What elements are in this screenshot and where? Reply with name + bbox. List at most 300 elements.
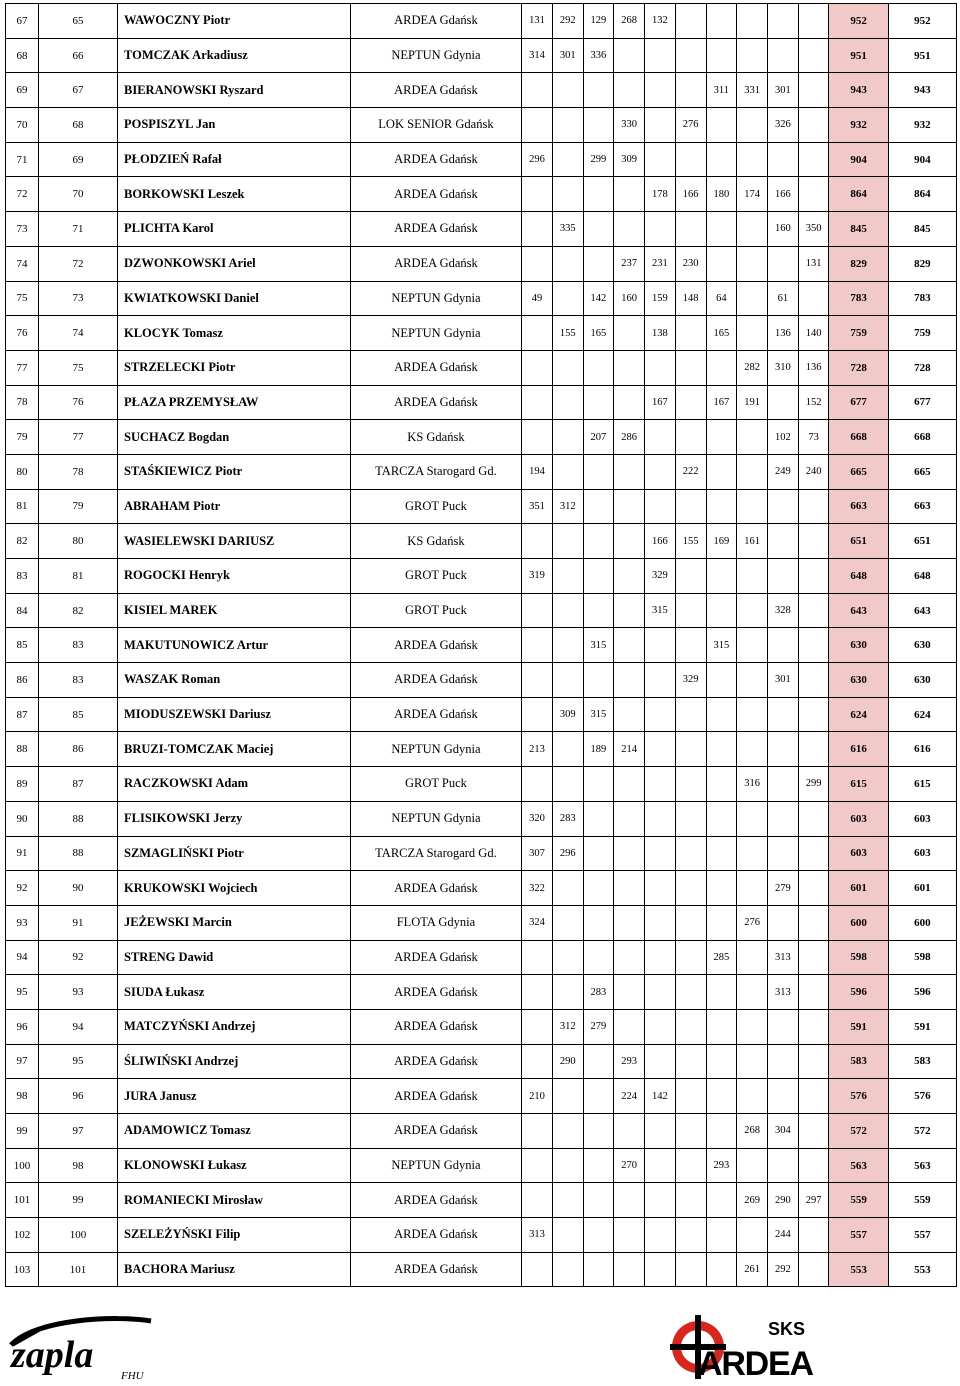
score-cell: 138 <box>645 316 676 351</box>
number-cell: 68 <box>38 108 117 143</box>
score-cell <box>645 767 676 802</box>
name-cell: BORKOWSKI Leszek <box>118 177 351 212</box>
table-row <box>6 628 957 663</box>
rank-cell: 98 <box>6 1079 39 1114</box>
score-cell <box>798 905 829 940</box>
score-cell <box>552 108 583 143</box>
score-cell <box>614 767 645 802</box>
score-cell <box>767 559 798 594</box>
score-cell <box>737 628 768 663</box>
score-cell: 155 <box>552 316 583 351</box>
score-cell <box>645 732 676 767</box>
score-cell <box>552 73 583 108</box>
score-cell <box>706 420 737 455</box>
score-cell: 194 <box>522 454 553 489</box>
table-row <box>6 1009 957 1044</box>
score-cell <box>583 801 614 836</box>
score-cell <box>614 454 645 489</box>
score-cell <box>522 246 553 281</box>
name-cell: DZWONKOWSKI Ariel <box>118 246 351 281</box>
name-cell: RACZKOWSKI Adam <box>118 767 351 802</box>
name-cell: TOMCZAK Arkadiusz <box>118 38 351 73</box>
score-cell <box>675 1252 706 1287</box>
number-cell: 95 <box>38 1044 117 1079</box>
total-cell: 648 <box>888 559 956 594</box>
score-cell <box>706 1009 737 1044</box>
table-row <box>6 593 957 628</box>
score-cell <box>737 940 768 975</box>
number-cell: 91 <box>38 905 117 940</box>
ardea-logo-text: ARDEA <box>698 1345 814 1381</box>
score-cell <box>552 1079 583 1114</box>
sum-cell: 651 <box>829 524 888 559</box>
score-cell <box>675 73 706 108</box>
score-cell <box>583 1079 614 1114</box>
score-cell <box>737 697 768 732</box>
number-cell: 101 <box>38 1252 117 1287</box>
number-cell: 87 <box>38 767 117 802</box>
score-cell: 231 <box>645 246 676 281</box>
number-cell: 70 <box>38 177 117 212</box>
score-cell <box>645 1252 676 1287</box>
score-cell: 292 <box>767 1252 798 1287</box>
score-cell <box>614 212 645 247</box>
score-cell: 316 <box>737 767 768 802</box>
rank-cell: 93 <box>6 905 39 940</box>
score-cell <box>706 767 737 802</box>
score-cell: 315 <box>645 593 676 628</box>
number-cell: 99 <box>38 1183 117 1218</box>
score-cell <box>737 4 768 39</box>
sum-cell: 591 <box>829 1009 888 1044</box>
table-row <box>6 801 957 836</box>
score-cell <box>583 940 614 975</box>
sum-cell: 932 <box>829 108 888 143</box>
club-cell: ARDEA Gdańsk <box>350 871 521 906</box>
score-cell <box>798 1114 829 1149</box>
table-row <box>6 1079 957 1114</box>
sum-cell: 596 <box>829 975 888 1010</box>
score-cell <box>614 975 645 1010</box>
table-row <box>6 38 957 73</box>
total-cell: 600 <box>888 905 956 940</box>
score-cell <box>675 420 706 455</box>
name-cell: STRZELECKI Piotr <box>118 350 351 385</box>
number-cell: 82 <box>38 593 117 628</box>
score-cell <box>767 524 798 559</box>
score-cell: 214 <box>614 732 645 767</box>
score-cell <box>706 871 737 906</box>
score-cell <box>583 1114 614 1149</box>
number-cell: 97 <box>38 1114 117 1149</box>
score-cell: 322 <box>522 871 553 906</box>
score-cell <box>614 1218 645 1253</box>
score-cell <box>583 246 614 281</box>
score-cell <box>645 142 676 177</box>
score-cell <box>522 663 553 698</box>
number-cell: 78 <box>38 454 117 489</box>
score-cell <box>552 454 583 489</box>
name-cell: MIODUSZEWSKI Dariusz <box>118 697 351 732</box>
score-cell: 335 <box>552 212 583 247</box>
sum-cell: 615 <box>829 767 888 802</box>
total-cell: 668 <box>888 420 956 455</box>
score-cell: 160 <box>614 281 645 316</box>
score-cell <box>767 801 798 836</box>
score-cell: 61 <box>767 281 798 316</box>
total-cell: 630 <box>888 628 956 663</box>
score-cell <box>798 1252 829 1287</box>
score-cell <box>675 767 706 802</box>
total-cell: 864 <box>888 177 956 212</box>
score-cell <box>552 350 583 385</box>
score-cell <box>675 732 706 767</box>
score-cell <box>798 593 829 628</box>
score-cell <box>614 628 645 663</box>
score-cell: 230 <box>675 246 706 281</box>
score-cell: 268 <box>614 4 645 39</box>
score-cell <box>522 108 553 143</box>
score-cell <box>522 940 553 975</box>
club-cell: GROT Puck <box>350 593 521 628</box>
score-cell <box>737 1079 768 1114</box>
score-cell <box>522 177 553 212</box>
table-row <box>6 177 957 212</box>
score-cell <box>767 767 798 802</box>
score-cell: 152 <box>798 385 829 420</box>
table-row <box>6 420 957 455</box>
score-cell: 165 <box>583 316 614 351</box>
score-cell: 191 <box>737 385 768 420</box>
score-cell <box>645 489 676 524</box>
number-cell: 66 <box>38 38 117 73</box>
rank-cell: 73 <box>6 212 39 247</box>
name-cell: KISIEL MAREK <box>118 593 351 628</box>
score-cell <box>767 142 798 177</box>
score-cell <box>552 246 583 281</box>
table-row <box>6 767 957 802</box>
score-cell <box>737 454 768 489</box>
score-cell: 309 <box>614 142 645 177</box>
score-cell <box>522 1044 553 1079</box>
score-cell <box>583 524 614 559</box>
score-cell <box>552 177 583 212</box>
club-cell: ARDEA Gdańsk <box>350 628 521 663</box>
club-cell: ARDEA Gdańsk <box>350 940 521 975</box>
name-cell: SZELEŻYŃSKI Filip <box>118 1218 351 1253</box>
sum-cell: 598 <box>829 940 888 975</box>
score-cell <box>583 1148 614 1183</box>
score-cell <box>737 801 768 836</box>
number-cell: 100 <box>38 1218 117 1253</box>
total-cell: 598 <box>888 940 956 975</box>
total-cell: 583 <box>888 1044 956 1079</box>
table-row <box>6 108 957 143</box>
sum-cell: 630 <box>829 628 888 663</box>
name-cell: ABRAHAM Piotr <box>118 489 351 524</box>
score-cell: 136 <box>767 316 798 351</box>
club-cell: TARCZA Starogard Gd. <box>350 836 521 871</box>
club-cell: ARDEA Gdańsk <box>350 177 521 212</box>
rank-cell: 85 <box>6 628 39 663</box>
table-row <box>6 246 957 281</box>
score-cell <box>737 663 768 698</box>
table-row <box>6 1114 957 1149</box>
table-row <box>6 1044 957 1079</box>
rank-cell: 88 <box>6 732 39 767</box>
score-cell <box>522 1183 553 1218</box>
score-cell <box>675 350 706 385</box>
score-cell <box>737 142 768 177</box>
score-cell <box>675 4 706 39</box>
score-cell <box>767 905 798 940</box>
score-cell <box>583 489 614 524</box>
score-cell: 290 <box>552 1044 583 1079</box>
score-cell: 309 <box>552 697 583 732</box>
score-cell <box>645 454 676 489</box>
score-cell <box>614 593 645 628</box>
name-cell: BRUZI-TOMCZAK Maciej <box>118 732 351 767</box>
score-cell <box>614 905 645 940</box>
score-cell: 301 <box>552 38 583 73</box>
score-cell <box>798 940 829 975</box>
score-cell <box>614 801 645 836</box>
score-cell <box>675 489 706 524</box>
score-cell <box>737 593 768 628</box>
score-cell <box>706 1218 737 1253</box>
score-cell <box>583 385 614 420</box>
club-cell: ARDEA Gdańsk <box>350 1044 521 1079</box>
sum-cell: 603 <box>829 801 888 836</box>
score-cell <box>583 871 614 906</box>
score-cell: 142 <box>583 281 614 316</box>
total-cell: 952 <box>888 4 956 39</box>
name-cell: JEŻEWSKI Marcin <box>118 905 351 940</box>
score-cell: 244 <box>767 1218 798 1253</box>
total-cell: 651 <box>888 524 956 559</box>
total-cell: 845 <box>888 212 956 247</box>
score-cell <box>767 4 798 39</box>
total-cell: 624 <box>888 697 956 732</box>
number-cell: 75 <box>38 350 117 385</box>
number-cell: 94 <box>38 1009 117 1044</box>
score-cell: 296 <box>522 142 553 177</box>
score-cell <box>706 454 737 489</box>
score-cell <box>552 142 583 177</box>
name-cell: WASIELEWSKI DARIUSZ <box>118 524 351 559</box>
score-cell <box>767 385 798 420</box>
club-cell: ARDEA Gdańsk <box>350 1114 521 1149</box>
score-cell <box>522 1148 553 1183</box>
zapla-logo-icon <box>5 1315 155 1381</box>
table-row <box>6 940 957 975</box>
score-cell <box>737 1009 768 1044</box>
number-cell: 90 <box>38 871 117 906</box>
club-cell: ARDEA Gdańsk <box>350 1079 521 1114</box>
score-cell <box>798 177 829 212</box>
rank-cell: 69 <box>6 73 39 108</box>
score-cell: 307 <box>522 836 553 871</box>
total-cell: 643 <box>888 593 956 628</box>
sum-cell: 563 <box>829 1148 888 1183</box>
score-cell <box>798 663 829 698</box>
rank-cell: 92 <box>6 871 39 906</box>
score-cell <box>706 836 737 871</box>
score-cell: 312 <box>552 1009 583 1044</box>
number-cell: 72 <box>38 246 117 281</box>
score-cell <box>675 142 706 177</box>
score-cell: 270 <box>614 1148 645 1183</box>
score-cell <box>552 1218 583 1253</box>
club-cell: ARDEA Gdańsk <box>350 663 521 698</box>
score-cell <box>614 1009 645 1044</box>
score-cell <box>522 350 553 385</box>
score-cell <box>798 871 829 906</box>
score-cell <box>675 1183 706 1218</box>
score-cell <box>583 767 614 802</box>
table-row <box>6 524 957 559</box>
rank-cell: 102 <box>6 1218 39 1253</box>
score-cell: 249 <box>767 454 798 489</box>
score-cell <box>614 38 645 73</box>
score-cell <box>706 1044 737 1079</box>
score-cell <box>583 350 614 385</box>
score-cell: 166 <box>767 177 798 212</box>
score-cell <box>583 1252 614 1287</box>
score-cell: 283 <box>552 801 583 836</box>
score-cell: 285 <box>706 940 737 975</box>
club-cell: ARDEA Gdańsk <box>350 1183 521 1218</box>
rank-cell: 68 <box>6 38 39 73</box>
score-cell: 180 <box>706 177 737 212</box>
score-cell <box>583 559 614 594</box>
club-cell: KS Gdańsk <box>350 524 521 559</box>
score-cell <box>675 593 706 628</box>
rank-cell: 90 <box>6 801 39 836</box>
score-cell <box>737 246 768 281</box>
score-cell <box>706 697 737 732</box>
score-cell: 301 <box>767 663 798 698</box>
score-cell <box>552 524 583 559</box>
score-cell <box>583 454 614 489</box>
sum-cell: 648 <box>829 559 888 594</box>
name-cell: SUCHACZ Bogdan <box>118 420 351 455</box>
score-cell <box>706 350 737 385</box>
score-cell <box>767 38 798 73</box>
total-cell: 603 <box>888 801 956 836</box>
sum-cell: 845 <box>829 212 888 247</box>
total-cell: 591 <box>888 1009 956 1044</box>
club-cell: ARDEA Gdańsk <box>350 1252 521 1287</box>
total-cell: 665 <box>888 454 956 489</box>
score-cell <box>552 663 583 698</box>
score-cell <box>706 489 737 524</box>
score-cell <box>614 524 645 559</box>
score-cell <box>552 420 583 455</box>
name-cell: KLONOWSKI Łukasz <box>118 1148 351 1183</box>
table-row <box>6 212 957 247</box>
score-cell <box>798 697 829 732</box>
club-cell: ARDEA Gdańsk <box>350 212 521 247</box>
score-cell: 324 <box>522 905 553 940</box>
score-cell <box>522 767 553 802</box>
score-cell <box>645 628 676 663</box>
score-cell: 261 <box>737 1252 768 1287</box>
score-cell <box>522 1252 553 1287</box>
score-cell: 310 <box>767 350 798 385</box>
score-cell: 279 <box>767 871 798 906</box>
score-cell <box>614 316 645 351</box>
total-cell: 630 <box>888 663 956 698</box>
sum-cell: 951 <box>829 38 888 73</box>
score-cell <box>645 975 676 1010</box>
total-cell: 932 <box>888 108 956 143</box>
sum-cell: 643 <box>829 593 888 628</box>
score-cell: 222 <box>675 454 706 489</box>
table-row <box>6 1218 957 1253</box>
score-cell: 102 <box>767 420 798 455</box>
score-cell <box>522 420 553 455</box>
rank-cell: 94 <box>6 940 39 975</box>
score-cell: 240 <box>798 454 829 489</box>
score-cell: 165 <box>706 316 737 351</box>
score-cell <box>552 871 583 906</box>
score-cell <box>737 281 768 316</box>
score-cell <box>645 871 676 906</box>
score-cell <box>583 663 614 698</box>
sum-cell: 665 <box>829 454 888 489</box>
score-cell <box>675 1218 706 1253</box>
number-cell: 85 <box>38 697 117 732</box>
score-cell <box>645 801 676 836</box>
score-cell: 296 <box>552 836 583 871</box>
sum-cell: 583 <box>829 1044 888 1079</box>
sum-cell: 630 <box>829 663 888 698</box>
number-cell: 93 <box>38 975 117 1010</box>
club-cell: KS Gdańsk <box>350 420 521 455</box>
score-cell <box>737 108 768 143</box>
score-cell: 328 <box>767 593 798 628</box>
club-cell: NEPTUN Gdynia <box>350 1148 521 1183</box>
score-cell <box>706 801 737 836</box>
score-cell: 269 <box>737 1183 768 1218</box>
score-cell: 320 <box>522 801 553 836</box>
rank-cell: 96 <box>6 1009 39 1044</box>
number-cell: 92 <box>38 940 117 975</box>
score-cell <box>614 871 645 906</box>
score-cell: 314 <box>522 38 553 73</box>
table-row <box>6 1183 957 1218</box>
sum-cell: 668 <box>829 420 888 455</box>
club-cell: ARDEA Gdańsk <box>350 1009 521 1044</box>
score-cell: 311 <box>706 73 737 108</box>
score-cell <box>706 593 737 628</box>
score-cell <box>706 1252 737 1287</box>
table-row <box>6 1148 957 1183</box>
score-cell <box>614 1183 645 1218</box>
total-cell: 728 <box>888 350 956 385</box>
score-cell: 329 <box>645 559 676 594</box>
score-cell <box>675 212 706 247</box>
score-cell <box>583 593 614 628</box>
sum-cell: 557 <box>829 1218 888 1253</box>
score-cell: 299 <box>583 142 614 177</box>
score-cell: 64 <box>706 281 737 316</box>
score-cell <box>645 836 676 871</box>
score-cell <box>645 38 676 73</box>
total-cell: 576 <box>888 1079 956 1114</box>
score-cell <box>767 1009 798 1044</box>
